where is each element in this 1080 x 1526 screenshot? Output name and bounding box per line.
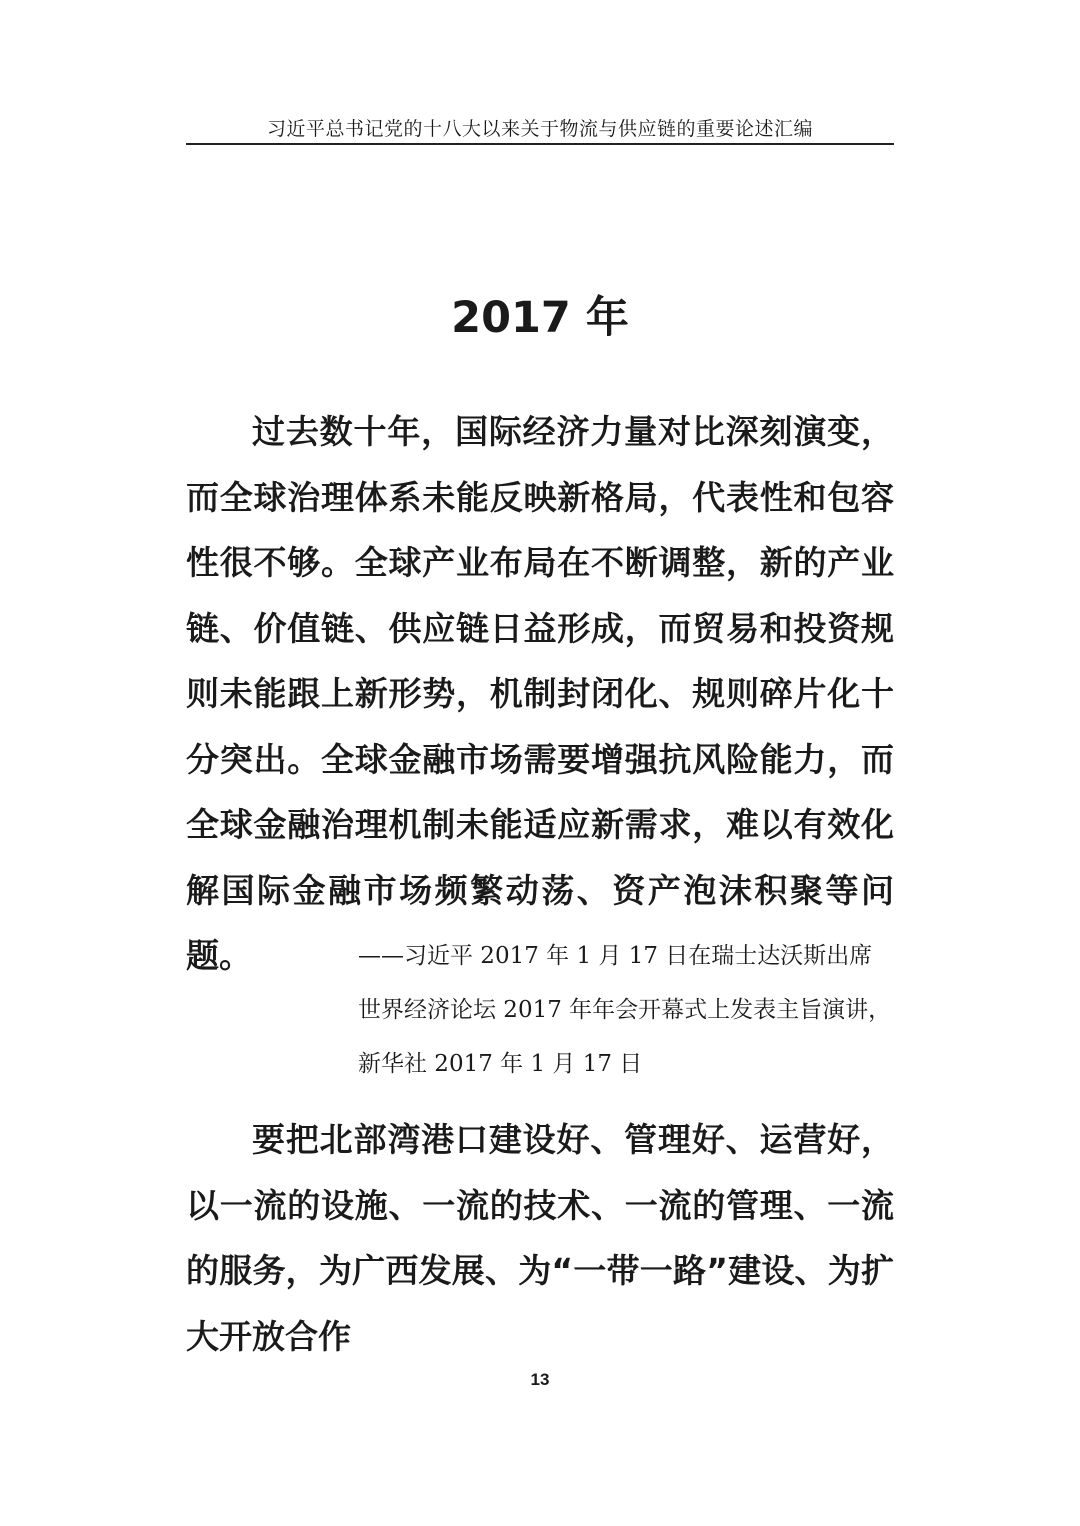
quote-paragraph-1: 过去数十年，国际经济力量对比深刻演变，而全球治理体系未能反映新格局，代表性和包容性很不够。全球产业布局在不断调整，新的产业链、价值链、供应链日益形成，而贸易和投资规则未能跟上新形势，机制封闭化、规则碎片化十分突出。全球金融市场需要增强抗风险能力，而全球金融治理机制未能适应新需求，难以有效化解国际金融市场频繁动荡、资产泡沫积聚等问题。: [186, 412, 894, 975]
source-line-2: 世界经济论坛 2017 年年会开幕式上发表主旨演讲，: [358, 997, 892, 1023]
running-header-title: 习近平总书记党的十八大以来关于物流与供应链的重要论述汇编: [266, 118, 813, 140]
page-number: 13: [530, 1370, 550, 1389]
header-divider: [186, 143, 894, 145]
quote-source-1: [358, 929, 894, 1091]
source-line-1: ——习近平 2017 年 1 月 17 日在瑞士达沃斯出席: [358, 943, 873, 969]
section-year-heading: 2017 年: [451, 293, 629, 343]
source-line-3: 新华社 2017 年 1 月 17 日: [358, 1051, 643, 1077]
quote-paragraph-2: 要把北部湾港口建设好、管理好、运营好，以一流的设施、一流的技术、一流的管理、一流的服务，为广西发展、为“一带一路”建设、为扩大开放合作: [186, 1120, 894, 1356]
